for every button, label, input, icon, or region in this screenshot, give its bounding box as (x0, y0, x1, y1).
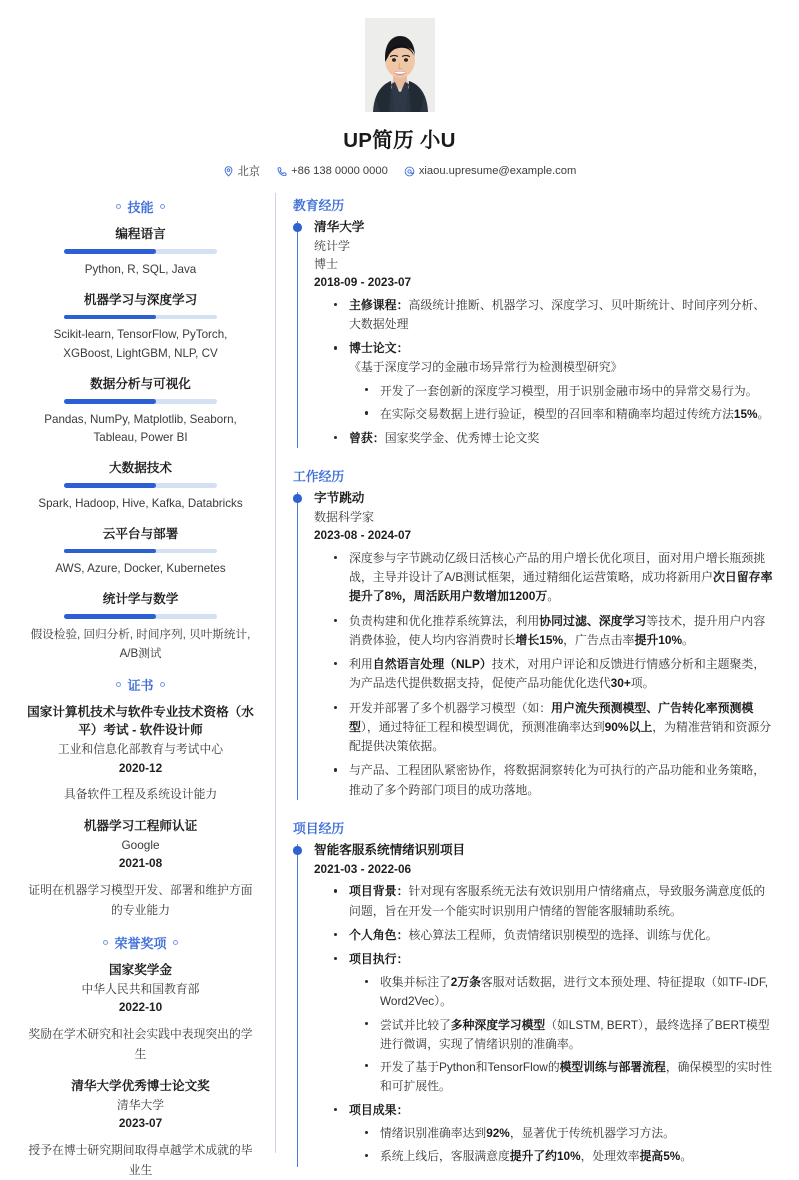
list-item: 开发了基于Python和TensorFlow的模型训练与部署流程，确保模型的实时性和可扩展性。 (363, 1058, 775, 1096)
skill-items: AWS, Azure, Docker, Kubernetes (55, 562, 226, 576)
list-item: 项目成果： 情绪识别准确率达到92%，显著优于传统机器学习方法。 系统上线后，客服满意度提升了约10%，处理效率提高5%。 (332, 1101, 775, 1167)
certificate-title: 国家计算机技术与软件专业技术资格（水平）考试 - 软件设计师 (27, 704, 254, 738)
award-entry (22, 1077, 259, 1180)
contact-phone-text: +86 138 0000 0000 (291, 165, 388, 177)
work-timeline (293, 489, 775, 800)
list-item: 在实际交易数据上进行验证，模型的召回率和精确率均超过传统方法15%。 (363, 405, 775, 424)
skill-block (22, 225, 259, 280)
award-title: 清华大学优秀博士论文奖 (71, 1079, 210, 1094)
list-item: 项目执行： 收集并标注了2万条客服对话数据，进行文本预处理、特征提取（如TF-IDF, Word2Vec）。 尝试并比较了多种深度学习模型（如LSTM, BERT），最终选择了BERT模型进行微调，实现了情绪识别的准确率。 开发了基于Python和TensorFlow的模型训练与部署流程，确保模型的实时性和可扩展性。 (332, 950, 775, 1096)
project-name: 智能客服系统情绪识别项目 (314, 843, 466, 858)
certificate-org: 工业和信息化部教育与考试中心 (57, 742, 224, 757)
project-entry (314, 841, 775, 1166)
profile-photo-illustration (365, 18, 435, 112)
list-item: 情绪识别准确率达到92%，显著优于传统机器学习方法。 (363, 1124, 775, 1143)
main-column (293, 193, 777, 1164)
skill-name: 大数据技术 (109, 461, 172, 476)
contact-row (22, 163, 777, 179)
skill-name: 数据分析与可视化 (90, 376, 191, 391)
skill-name: 编程语言 (115, 227, 166, 241)
sidebar-heading-awards-label: 荣誉奖项 (114, 936, 167, 952)
circle-ornament-icon (116, 204, 121, 209)
list-item: 负责构建和优化推荐系统算法，利用协同过滤、深度学习等技术，提升用户内容消费体验，使人均内容消费时长增长15%，广告点击率提升10%。 (332, 612, 775, 651)
education-entry (314, 218, 775, 448)
work-company: 字节跳动 (314, 491, 365, 506)
contact-email (404, 165, 577, 177)
education-major: 统计学 (314, 238, 351, 253)
list-item: 博士论文： 《基于深度学习的金融市场异常行为检测模型研究》 开发了一套创新的深度学习模型，用于识别金融市场中的异常交易行为。 在实际交易数据上进行验证，模型的召回率和精确率均超过传统方法15%。 (332, 339, 775, 424)
contact-location (223, 163, 260, 179)
certificate-date: 2020-12 (118, 760, 163, 775)
skill-block (22, 291, 259, 364)
section-heading-projects: 项目经历 (293, 821, 345, 837)
list-item: 尝试并比较了多种深度学习模型（如LSTM, BERT），最终选择了BERT模型进行微调，实现了情绪识别的准确率。 (363, 1016, 775, 1054)
education-date: 2018-09 - 2023-07 (314, 275, 412, 290)
contact-email-text: xiaou.upresume@example.com (418, 165, 577, 177)
award-desc: 奖励在学术研究和社会实践中表现突出的学生 (28, 1026, 253, 1061)
skill-block (22, 590, 259, 663)
resume-body (22, 193, 777, 1177)
sidebar (22, 193, 275, 1177)
certificate-desc: 具备软件工程及系统设计能力 (63, 786, 218, 801)
column-divider (275, 193, 276, 1153)
circle-ornament-icon (116, 682, 121, 687)
skill-items: 假设检验, 回归分析, 时间序列, 贝叶斯统计, A/B测试 (30, 627, 251, 660)
skill-level-bar (64, 614, 217, 619)
list-item: 曾获：国家奖学金、优秀博士论文奖 (332, 429, 775, 448)
education-school: 清华大学 (314, 220, 365, 234)
circle-ornament-icon (103, 940, 108, 945)
email-at-icon (404, 166, 415, 177)
list-item: 收集并标注了2万条客服对话数据，进行文本预处理、特征提取（如TF-IDF, Word2Vec）。 (363, 973, 775, 1011)
skill-block (22, 525, 259, 580)
work-role: 数据科学家 (314, 510, 375, 525)
certificate-title: 机器学习工程师认证 (83, 819, 198, 834)
list-item: 项目背景：针对现有客服系统无法有效识别用户情绪痛点，导致服务满意度低的问题，旨在开发一个能实时识别用户情绪的智能客服辅助系统。 (332, 882, 775, 921)
education-timeline (293, 218, 775, 448)
certificate-org: Google (121, 838, 160, 853)
section-heading-education: 教育经历 (293, 198, 345, 213)
avatar (365, 18, 435, 112)
award-title: 国家奖学金 (109, 963, 172, 978)
award-entry (22, 961, 259, 1064)
phone-icon (276, 166, 287, 177)
work-bullets (314, 549, 775, 800)
page-title: UP简历 小U (343, 129, 456, 152)
sidebar-heading-awards (22, 933, 259, 952)
list-item: 系统上线后，客服满意度提升了约10%，处理效率提高5%。 (363, 1147, 775, 1166)
circle-ornament-icon (160, 204, 165, 209)
award-org: 清华大学 (116, 1098, 165, 1113)
contact-location-text: 北京 (237, 166, 261, 178)
skill-level-bar (64, 249, 217, 254)
award-date: 2023-07 (118, 1116, 163, 1131)
list-item: 利用自然语言处理（NLP）技术，对用户评论和反馈进行情感分析和主题聚类，为产品迭代提供数据支持，促使产品功能优化迭代30+项。 (332, 655, 775, 694)
list-item: 主修课程：高级统计推断、机器学习、深度学习、贝叶斯统计、时间序列分析、大数据处理 (332, 296, 775, 335)
skill-level-bar (64, 399, 217, 404)
award-org: 中华人民共和国教育部 (81, 982, 200, 997)
circle-ornament-icon (173, 940, 178, 945)
certificate-entry (22, 703, 259, 805)
project-bullets (314, 882, 775, 1166)
skill-items: Python, R, SQL, Java (84, 262, 197, 276)
circle-ornament-icon (160, 682, 165, 687)
sidebar-heading-certificates-label: 证书 (127, 677, 154, 693)
work-entry (314, 489, 775, 800)
education-sub-bullets (349, 382, 775, 424)
resume-header (22, 18, 777, 187)
certificate-desc: 证明在机器学习模型开发、部署和维护方面的专业能力 (28, 882, 253, 917)
skill-items: Spark, Hadoop, Hive, Kafka, Databricks (38, 496, 243, 510)
education-degree: 博士 (314, 257, 339, 272)
skill-items: Scikit-learn, TensorFlow, PyTorch, XGBoost, LightGBM, NLP, CV (53, 328, 228, 361)
skill-name: 统计学与数学 (102, 592, 179, 607)
sidebar-heading-skills-label: 技能 (127, 200, 154, 215)
work-date: 2023-08 - 2024-07 (314, 528, 412, 543)
award-date: 2022-10 (118, 1000, 163, 1015)
list-item: 开发并部署了多个机器学习模型（如：用户流失预测模型、广告转化率预测模型），通过特征工程和模型调优，预测准确率达到90%以上，为精准营销和资源分配提供决策依据。 (332, 699, 775, 757)
project-result-bullets (349, 1124, 775, 1166)
education-bullets (314, 296, 775, 449)
list-item: 深度参与字节跳动亿级日活核心产品的用户增长优化项目，面对用户增长瓶颈挑战，主导并设计了A/B测试框架，通过精细化运营策略，成功将新用户次日留存率提升了8%，周活跃用户数增加1200万。 (332, 549, 775, 607)
project-timeline (293, 841, 775, 1166)
certificate-entry (22, 817, 259, 920)
location-pin-icon (223, 166, 234, 177)
skill-block (22, 375, 259, 448)
skill-name: 云平台与部署 (102, 526, 179, 541)
project-exec-bullets (349, 973, 775, 1096)
award-desc: 授予在博士研究期间取得卓越学术成就的毕业生 (28, 1142, 253, 1177)
list-item: 个人角色：核心算法工程师，负责情绪识别模型的选择、训练与优化。 (332, 926, 775, 945)
sidebar-heading-certificates (22, 675, 259, 694)
skill-name: 机器学习与深度学习 (83, 292, 198, 307)
skill-block (22, 459, 259, 514)
list-item: 与产品、工程团队紧密协作，将数据洞察转化为可执行的产品功能和业务策略，推动了多个跨部门项目的成功落地。 (332, 761, 775, 800)
skill-level-bar (64, 483, 217, 488)
section-heading-work: 工作经历 (293, 469, 345, 485)
contact-phone (276, 165, 388, 177)
list-item: 开发了一套创新的深度学习模型，用于识别金融市场中的异常交易行为。 (363, 382, 775, 401)
skill-level-bar (64, 315, 217, 320)
sidebar-heading-skills (22, 197, 259, 216)
project-date: 2021-03 - 2022-06 (314, 861, 412, 876)
skill-items: Pandas, NumPy, Matplotlib, Seaborn, Tableau, Power BI (44, 412, 237, 445)
certificate-date: 2021-08 (118, 856, 163, 871)
skill-level-bar (64, 549, 217, 554)
